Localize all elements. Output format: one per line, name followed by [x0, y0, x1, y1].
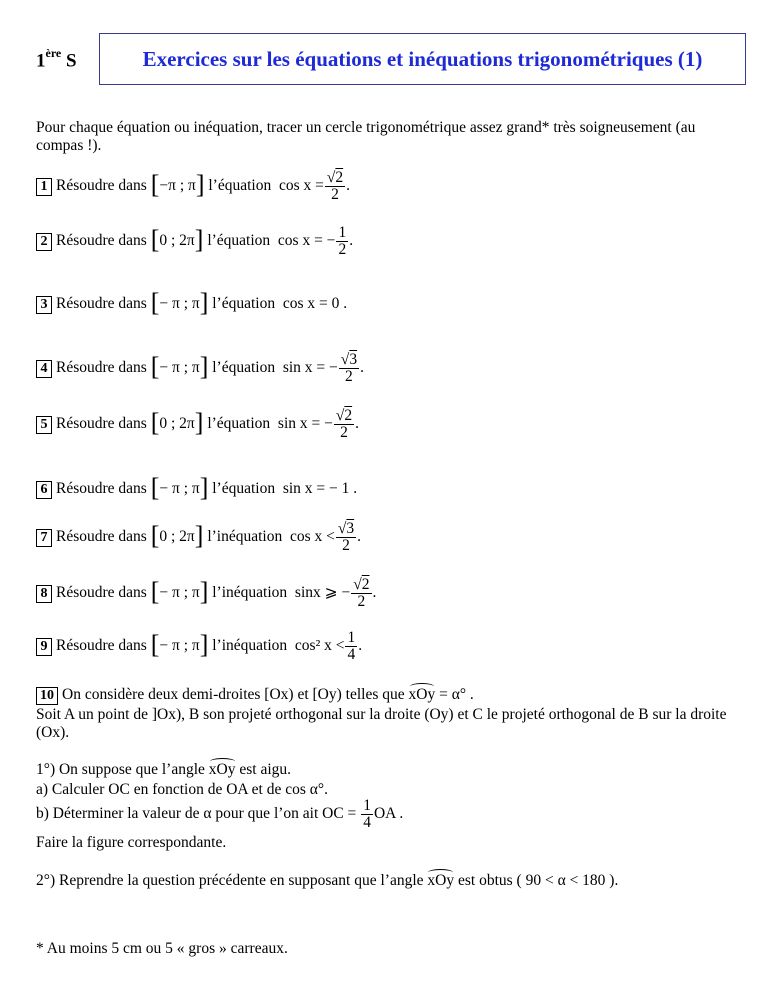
footnote: * Au moins 5 cm ou 5 « gros » carreaux.: [36, 940, 288, 957]
question-2: 2°) Reprendre la question précédente en supposant que l’angle xOy est obtus ( 90 < α < 180 ).: [36, 872, 619, 889]
question-1: 1°) On suppose que l’angle xOy est aigu.: [36, 761, 292, 778]
exercise-10-line1: 10 On considère deux demi-droites [Ox) et [Oy) telles que xOy = α° .: [36, 686, 474, 705]
exercise-7: 7 Résoudre dans [0 ; 2π] l’inéquation cos x < $\frac{√3}{2}$ .: [36, 521, 361, 554]
exercise-9: 9 Résoudre dans [− π ; π] l’inéquation cos² x < $\frac{1}{4}$ .: [36, 630, 362, 663]
exercise-1: 1 Résoudre dans [−π ; π] l’équation cos x = $\frac{√2}{2}$ .: [36, 170, 350, 203]
figure-instruction: Faire la figure correspondante.: [36, 834, 227, 851]
exercise-6: 6 Résoudre dans [− π ; π] l’équation sin x = − 1 .: [36, 480, 357, 499]
exercise-4: 4 Résoudre dans [− π ; π] l’équation sin x = − $\frac{√3}{2}$ .: [36, 352, 364, 385]
question-1b: b) Déterminer la valeur de α pour que l’on ait OC = $\frac{1}{4}$ OA .: [36, 797, 404, 831]
intro-text: Pour chaque équation ou inéquation, tracer un cercle trigonométrique assez grand* très soigneusement (au compas !).: [36, 119, 696, 154]
page-title: Exercices sur les équations et inéquations trigonométriques (1): [142, 46, 703, 71]
exercise-2: 2 Résoudre dans [0 ; 2π] l’équation cos x = − $\frac{1}{2}$ .: [36, 225, 353, 258]
exercise-5: 5 Résoudre dans [0 ; 2π] l’équation sin x = − $\frac{√2}{2}$ .: [36, 408, 359, 441]
question-1a: a) Calculer OC en fonction de OA et de cos α°.: [36, 781, 328, 798]
exercise-8: 8 Résoudre dans [− π ; π] l’inéquation sinx ⩾ − $\frac{√2}{2}$ .: [36, 577, 376, 610]
exercise-10-line2: Soit A un point de ]Ox), B son projeté orthogonal sur la droite (Oy) et C le projeté orthogonal de B sur la droite (Ox).: [36, 706, 727, 741]
title-box: [99, 33, 746, 85]
class-level: 1ère S: [36, 46, 77, 72]
exercise-3: 3 Résoudre dans [− π ; π] l’équation cos x = 0 .: [36, 295, 347, 314]
